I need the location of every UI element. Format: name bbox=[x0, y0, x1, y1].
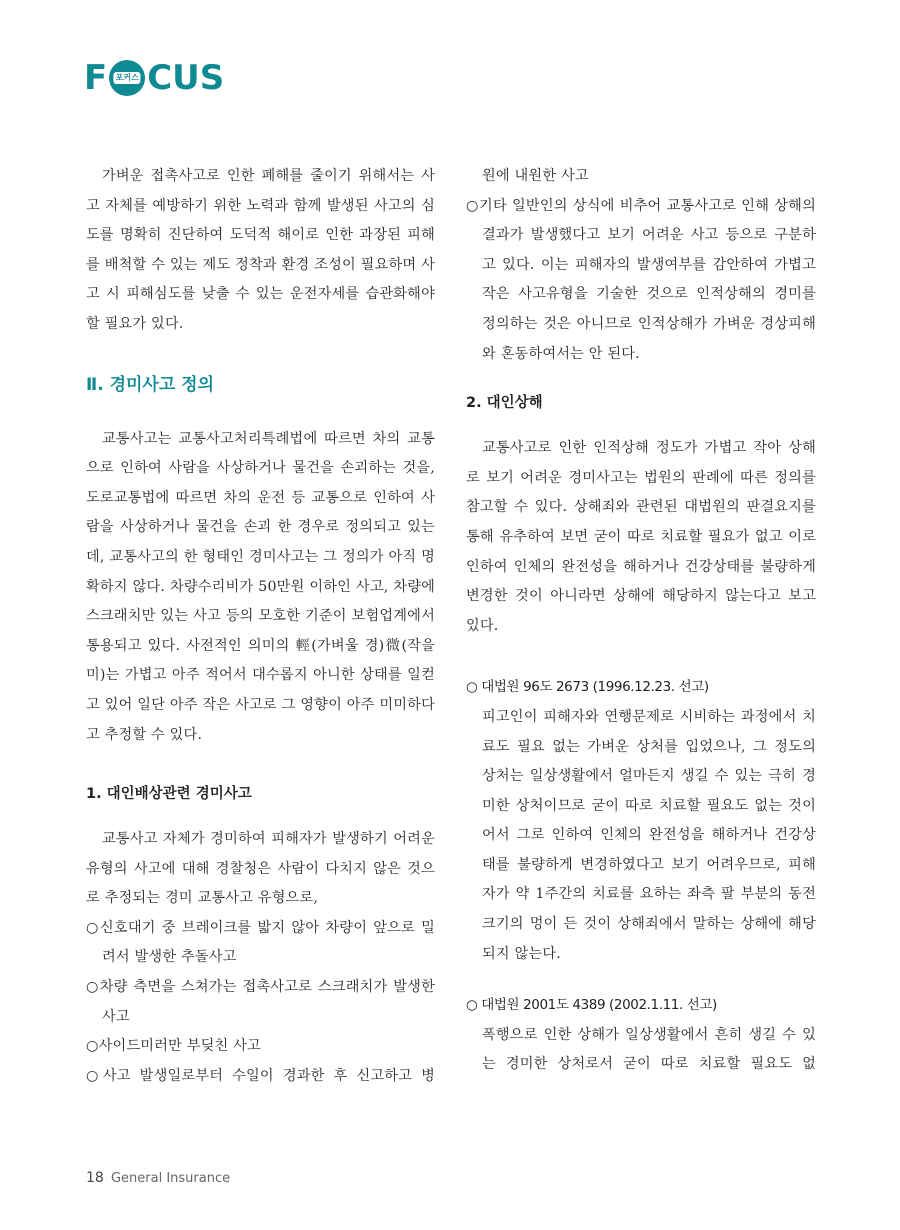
focus-logo bbox=[84, 58, 224, 98]
logo-prefix: F bbox=[84, 58, 108, 98]
publication-name: General Insurance bbox=[110, 1171, 231, 1186]
case-1-body: 피고인이 피해자와 연행문제로 시비하는 과정에서 치료도 필요 없는 가벼운 상처를 입었으나, 그 정도의 상처는 일상생활에서 얼마든지 생길 수 있는 극히 경미한 상처이므로 굳이 따로 치료할 필요도 없는 것이어서 그로 인하여 인체의 완전성을 해하거나 건강상태를 불량하게 변경하였다고 보기 어려우므로, 피해자가 약 1주간의 치료를 요하는 좌측 팔 부분의 동전크기의 멍이 든 것이 상해죄에서 말하는 상해에 해당되지 않는다. bbox=[482, 708, 816, 962]
list-item: ○사고 발생일로부터 수일이 경과한 후 신고하고 병 bbox=[86, 1067, 435, 1084]
subsection-1-body: 교통사고 자체가 경미하여 피해자가 발생하기 어려운 유형의 사고에 대해 경찰청은 사람이 다치지 않은 것으로 추정되는 경미 교통사고 유형으로, bbox=[86, 831, 435, 907]
subsection-1-title: 1. 대인배상관련 경미사고 bbox=[86, 786, 252, 803]
case-1-heading: ○ 대법원 96도 2673 (1996.12.23. 선고) bbox=[466, 679, 709, 696]
list-item: ○차량 측면을 스쳐가는 접촉사고로 스크래치가 발생한 사고 bbox=[86, 979, 435, 1025]
logo-suffix: CUS bbox=[147, 58, 225, 98]
right-column bbox=[466, 162, 816, 1080]
page-number: 18 bbox=[86, 1170, 104, 1186]
list-item: ○사이드미러만 부딪친 사고 bbox=[86, 1038, 261, 1055]
page-footer bbox=[86, 1170, 230, 1186]
case-2-heading: ○ 대법원 2001도 4389 (2002.1.11. 선고) bbox=[466, 997, 717, 1014]
definition-paragraph: 교통사고는 교통사고처리특례법에 따르면 차의 교통으로 인하여 사람을 사상하거나 물건을 손괴하는 것을, 도로교통법에 따르면 차의 운전 등 교통으로 인하여 사람을 사상하거나 물건을 손괴 한 경우로 정의되고 있는데, 교통사고의 한 형태인 경미사고는 그 정의가 아직 명확하지 않다. 차량수리비가 50만원 이하인 사고, 차량에 스크래치만 있는 사고 등의 모호한 기준이 보험업계에서 통용되고 있다. 사전적인 의미의 輕(가벼울 경)微(작을 미)는 가볍고 아주 적어서 대수롭지 아니한 상태를 일컫고 있어 일단 아주 작은 사고로 그 영향이 아주 미미하다고 추정할 수 있다. bbox=[86, 430, 435, 743]
logo-circle-icon bbox=[109, 60, 145, 96]
left-column bbox=[86, 162, 435, 1091]
section-title: Ⅱ. 경미사고 정의 bbox=[86, 374, 215, 395]
list-item: ○신호대기 중 브레이크를 밟지 않아 차량이 앞으로 밀려서 발생한 추돌사고 bbox=[86, 919, 435, 966]
subsection-2-title: 2. 대인상해 bbox=[466, 395, 543, 412]
list-item: ○기타 일반인의 상식에 비추어 교통사고로 인해 상해의 결과가 발생했다고 보기 어려운 사고 등으로 구분하고 있다. 이는 피해자의 발생여부를 감안하여 가볍고 작은 사고유형을 기술한 것으로 인적상해의 경미를 정의하는 것은 아니므로 인적상해가 가벼운 경상피해와 혼동하여서는 안 된다. bbox=[466, 197, 816, 362]
intro-paragraph: 가벼운 접촉사고로 인한 폐해를 줄이기 위해서는 사고 자체를 예방하기 위한 노력과 함께 발생된 사고의 심도를 명확히 진단하여 도덕적 해이로 인한 과장된 피해를 배척할 수 있는 제도 정착과 환경 조성이 필요하며 사고 시 피해심도를 낮출 수 있는 운전자세를 습관화해야 할 필요가 있다. bbox=[86, 168, 435, 332]
list-item-continuation: 원에 내원한 사고 bbox=[482, 168, 589, 184]
case-2-body: 폭행으로 인한 상해가 일상생활에서 흔히 생길 수 있는 경미한 상처로서 굳이 따로 치료할 필요도 없 bbox=[482, 1026, 816, 1073]
subsection-2-body: 교통사고로 인한 인적상해 정도가 가볍고 작아 상해로 보기 어려운 경미사고는 법원의 판례에 따른 정의를 참고할 수 있다. 상해죄와 관련된 대법원의 판결요지를 통해 유추하여 보면 굳이 따로 치료할 필요가 없고 이로 인하여 인체의 완전성을 해하거나 건강상태를 불량하게 변경한 것이 아니라면 상해에 해당하지 않는다고 보고 있다. bbox=[466, 440, 816, 634]
logo-badge: 포커스 bbox=[115, 73, 139, 82]
